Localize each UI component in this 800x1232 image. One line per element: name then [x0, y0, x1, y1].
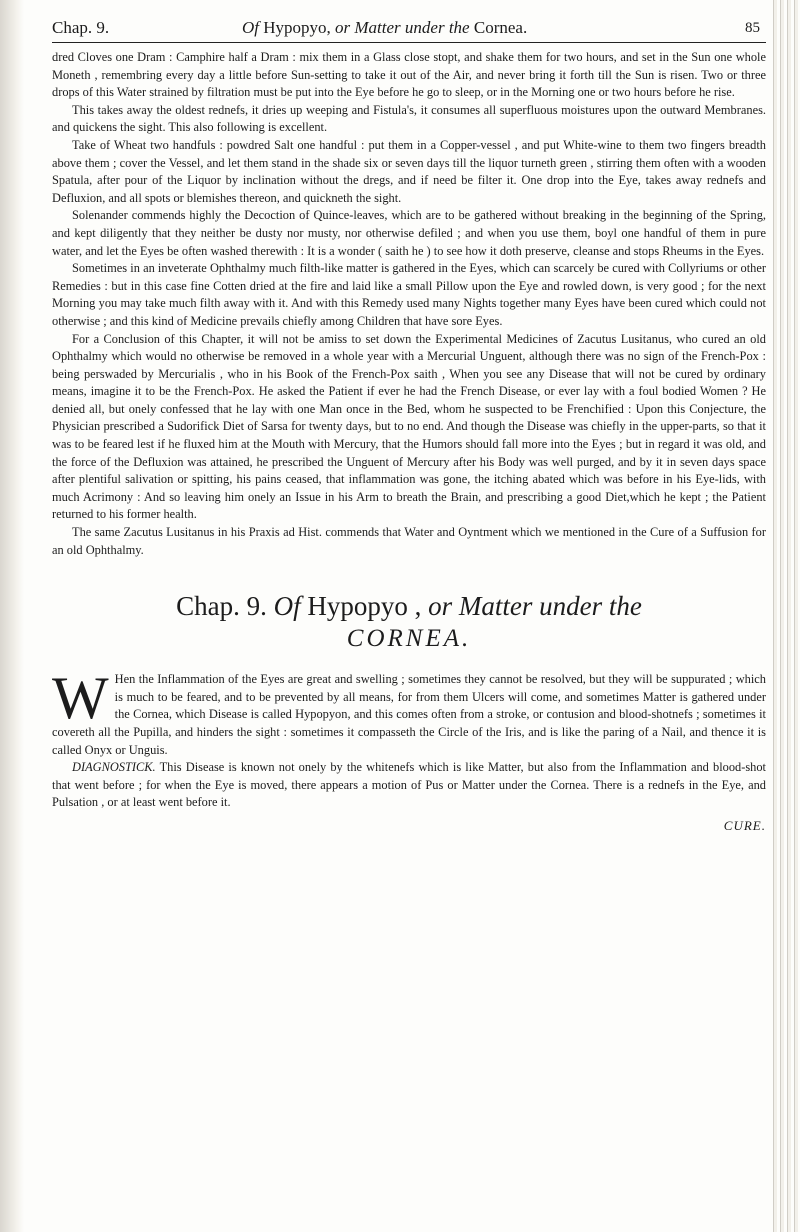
chapter-heading-rest: or Matter under the: [428, 591, 642, 622]
diagnostic-paragraph: [52, 759, 766, 812]
paragraph: dred Cloves one Dram : Camphire half a Dram : mix them in a Glass close stopt, and shake them for two hours, and set in the Sun one whole Moneth , remembring every day a little before Sun-setting to take it out of the Air, and never bring it forth till the Sun is risen. Two or three drops of this Water strained by filtration must be put into the Eye before he go to sleep, or in the Morning one or two hours before he rise.: [52, 50, 766, 100]
paragraph: This takes away the oldest rednefs, it dries up weeping and Fistula's, it consumes all superfluous moistures upon the outward Membranes. and quickens the sight. This also following is excellent.: [52, 102, 766, 135]
drop-cap: W: [52, 665, 109, 732]
chapter-first-paragraph: [52, 665, 766, 759]
running-head-end: Cornea.: [473, 18, 528, 37]
running-head-title: [242, 18, 527, 38]
running-head-rest: or Matter under the: [335, 18, 470, 37]
paragraph: Solenander commends highly the Decoction of Quince-leaves, which are to be gathered without breaking in the beginning of the Spring, and kept diligently that they neither be dusty nor musty, nor otherwise defiled ; and when you use them, boyl one handful of them in pure water, and let the Eyes be often washed therewith : It is a wonder ( saith he ) to see how it doth preserve, cleanse and stops Rheums in the Eyes.: [52, 208, 766, 258]
page-edge: [770, 0, 800, 1232]
running-head-main: Hypopyo,: [263, 18, 331, 37]
book-spine-shadow: [0, 0, 24, 1232]
diagnostic-label: DIAGNOSTICK.: [72, 760, 156, 775]
paragraph: Sometimes in an inveterate Ophthalmy much filth-like matter is gathered in the Eyes, which can scarcely be cured with Collyriums or other Remedies : but in this case fine Cotten dried at the fire and laid like a small Pillow upon the Eye and rowled down, is very good ; for the next Morning you may take much filth away with it. And with this Remedy used many Nights together many Eyes have been cured which could not otherwise ; and this kind of Medicine prevails chiefly among Children that have sore Eyes.: [52, 261, 766, 328]
page-content: [52, 14, 766, 834]
paragraph: Take of Wheat two handfuls : powdred Salt one handful : put them in a Copper-vessel , and put White-wine to them two fingers breadth above them ; cover the Vessel, and let them stand in the shade six or seven days till the liquor turneth green , stirring them often with a wooden Spatula, after pour of the Liquor by inclination without the dregs, and if need be filter it. One drop into the Eye, takes away rednefs and Defluxion, and all spots or blemishes thereon, and quickneth the sight.: [52, 137, 766, 205]
paragraph: The same Zacutus Lusitanus in his Praxis ad Hist. commends that Water and Oyntment which we mentioned in the Cure of a Suffusion for an old Ophthalmy.: [52, 525, 766, 557]
page-number: 85: [745, 20, 760, 36]
paragraph: For a Conclusion of this Chapter, it will not be amiss to set down the Experimental Medicines of Zacutus Lusitanus, who cured an old Ophthalmy which would no otherwise be removed in a whole year with a Mercurial Unguent, although there was no sign of the French-Pox : being perswaded by Mercurialis , who in his Book of the French-Pox saith , When you see any Disease that will not be cured by ordinary means, imagine it to be the French-Pox. He asked the Patient if ever he had the French Disease, or ever lay with a foul bodied Women ? He denied all, but onely confessed that he lay with one Man once in the Bed, whom he suspected to be Frenchified : Upon this Conjecture, the Physician prescribed a Sudorifick Diet of Sarsa for twenty days, but to no end. And though the Disease was chiefly in the upper-parts, so that it was to be feared lest if he fluxed him at the Mouth with Mercury, that the Humors should fall more into the Eyes ; but in regard it was old, and the force of the Defluxion was attained, he prescribed the Unguent of Mercury after his Body was well purged, and by it in seven days space after plentiful salivation or spitting, his pains ceased, that inflammation was gone, the itching abated which was before in his Eye-lids, with much Acrimony : And so leaving him onely an Issue in his Arm to breath the Brain, and prescribing a good Diet,which he kept ; the Patient returned to his former health.: [52, 331, 766, 522]
chapter-heading-of: Of: [273, 591, 301, 622]
catchword: CURE.: [723, 817, 766, 833]
chapter-heading-number: Chap. 9.: [176, 591, 267, 622]
chapter-heading: [52, 589, 766, 623]
chapter-heading-main: Hypopyo ,: [307, 591, 422, 622]
diagnostic-text: This Disease is known not onely by the whitenefs which is like Matter, but also from the Inflammation and blood-shot that went before ; for when the Eye is moved, there appears a motion of Pus or Matter under the Cornea. There is a rednefs in the Eye, and Pulsation , or at least went before it.: [52, 760, 767, 810]
running-head: [52, 14, 766, 43]
body-text: [52, 49, 766, 559]
paragraph: Hen the Inflammation of the Eyes are great and swelling ; sometimes they cannot be resolved, but they will be suppurated ; which is much to be feared, and to be prevented by all means, for from them Ulcers will come, and sometimes Matter is gathered under the Cornea, which Disease is called Hypopyon, and this comes often from a stroke, or contusion and blood-shotnefs ; sometimes it covereth all the Pupilla, and hinders the sight : sometimes it compasseth the Circle of the Iris, and is like the paring of a Nail, and thence it is called Onyx or Unguis.: [52, 672, 766, 757]
chapter-heading-cornea: CORNEA.: [346, 625, 472, 653]
running-head-chapter: Chap. 9.: [52, 18, 110, 37]
running-head-of: Of: [242, 18, 259, 37]
